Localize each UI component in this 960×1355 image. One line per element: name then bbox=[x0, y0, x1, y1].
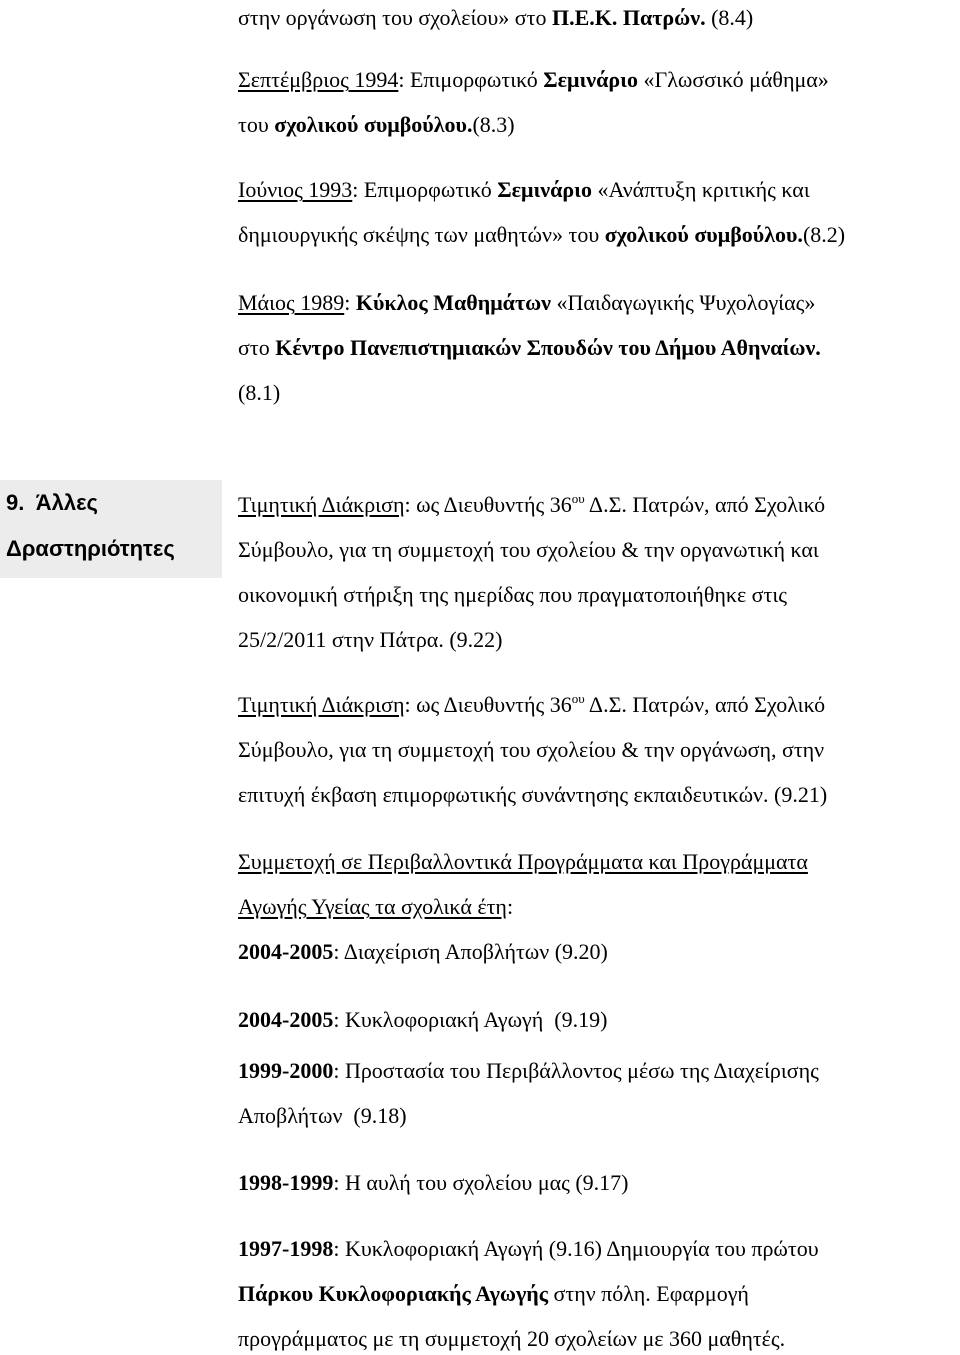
programs-heading-colon: : bbox=[506, 894, 514, 919]
seminar-8-3 bbox=[238, 65, 829, 140]
section-heading-line: Δραστηριότητες bbox=[6, 536, 175, 561]
seminar-type: Σεμινάριο bbox=[497, 177, 592, 202]
program-line bbox=[238, 1234, 819, 1264]
program-line bbox=[238, 1279, 819, 1309]
award-text: Δ.Σ. Πατρών, από Σχολικό bbox=[584, 692, 826, 717]
program-text: : Προστασία του Περιβάλλοντος μέσω της Διαχείρισης bbox=[333, 1058, 819, 1083]
seminar-text: στην οργάνωση του σχολείου» στο bbox=[238, 5, 552, 30]
award-line: 25/2/2011 στην Πάτρα. (9.22) bbox=[238, 627, 503, 652]
seminar-type: Σεμινάριο bbox=[543, 67, 638, 92]
program-line bbox=[238, 1168, 629, 1198]
programs-heading bbox=[238, 847, 808, 922]
program-text: : Διαχείριση Αποβλήτων (9.20) bbox=[333, 939, 608, 964]
program-line bbox=[238, 1324, 819, 1354]
seminar-venue: Π.Ε.Κ. Πατρών. bbox=[551, 5, 706, 30]
award-line: οικονομική στήριξη της ημερίδας που πραγματοποιήθηκε στις bbox=[238, 582, 788, 607]
seminar-organizer: Κέντρο Πανεπιστημιακών Σπουδών του Δήμου Αθηναίων. bbox=[275, 335, 821, 360]
award-line: Σύμβουλο, για τη συμμετοχή του σχολείου & την οργάνωση, στην bbox=[238, 737, 825, 762]
seminar-text: : Επιμορφωτικό bbox=[352, 177, 498, 202]
program-text: Αποβλήτων (9.18) bbox=[238, 1103, 407, 1128]
seminar-organizer: σχολικού συμβούλου. bbox=[274, 112, 473, 137]
seminar-text: στο bbox=[238, 335, 276, 360]
seminar-line bbox=[238, 175, 845, 205]
program-text: προγράμματος με τη συμμετοχή 20 σχολείων με 360 μαθητές. bbox=[238, 1326, 786, 1351]
program-item bbox=[238, 1056, 819, 1131]
seminar-ref: (8.2) bbox=[802, 222, 846, 247]
seminar-8-1 bbox=[238, 288, 821, 408]
award-text: Δ.Σ. Πατρών, από Σχολικό bbox=[584, 492, 826, 517]
award-line: επιτυχή έκβαση επιμορφωτικής συνάντησης εκπαιδευτικών. (9.21) bbox=[238, 782, 828, 807]
seminar-line bbox=[238, 333, 821, 363]
seminar-line bbox=[238, 65, 829, 95]
award-9-21 bbox=[238, 690, 827, 810]
ordinal-superscript: ου bbox=[571, 491, 585, 506]
program-years: 2004-2005 bbox=[238, 1007, 334, 1032]
program-text: στην πόλη. Εφαρμογή bbox=[548, 1281, 749, 1306]
ordinal-superscript: ου bbox=[571, 691, 585, 706]
program-item bbox=[238, 1005, 607, 1035]
seminar-8-2 bbox=[238, 175, 845, 250]
seminar-ref: (8.4) bbox=[705, 5, 754, 30]
seminar-line bbox=[238, 110, 829, 140]
program-line bbox=[238, 1005, 607, 1035]
section-9-heading bbox=[0, 480, 222, 578]
seminar-organizer: σχολικού συμβούλου. bbox=[604, 222, 803, 247]
program-years: 1997-1998 bbox=[238, 1236, 334, 1261]
award-line bbox=[238, 490, 825, 520]
award-line bbox=[238, 690, 827, 720]
seminar-text: δημιουργικής σκέψης των μαθητών» του bbox=[238, 222, 605, 247]
seminar-text: : Επιμορφωτικό bbox=[398, 67, 544, 92]
award-line: Σύμβουλο, για τη συμμετοχή του σχολείου & την οργανωτική και bbox=[238, 537, 819, 562]
seminar-ref: (8.3) bbox=[472, 112, 515, 137]
program-item bbox=[238, 937, 608, 967]
seminar-type: Κύκλος Μαθημάτων bbox=[355, 290, 551, 315]
seminar-date: Σεπτέμβριος 1994 bbox=[238, 67, 399, 92]
program-line bbox=[238, 1056, 819, 1086]
program-text: : Η αυλή του σχολείου μας (9.17) bbox=[333, 1170, 629, 1195]
award-title: Τιμητική Διάκριση bbox=[238, 492, 405, 517]
seminar-line bbox=[238, 220, 845, 250]
section-heading-line: 9. Άλλες bbox=[6, 490, 98, 515]
program-line bbox=[238, 1101, 819, 1131]
program-years: 2004-2005 bbox=[238, 939, 334, 964]
seminar-line bbox=[238, 3, 753, 33]
seminar-date: Ιούνιος 1993 bbox=[238, 177, 353, 202]
program-highlight: Πάρκου Κυκλοφοριακής Αγωγής bbox=[238, 1281, 549, 1306]
program-years: 1998-1999 bbox=[238, 1170, 334, 1195]
program-item bbox=[238, 1168, 629, 1198]
program-line bbox=[238, 937, 608, 967]
award-text: : ως Διευθυντής 36 bbox=[404, 492, 572, 517]
programs-heading-text: Αγωγής Υγείας τα σχολικά έτη bbox=[238, 894, 507, 919]
program-text: : Κυκλοφοριακή Αγωγή (9.19) bbox=[333, 1007, 608, 1032]
program-years: 1999-2000 bbox=[238, 1058, 334, 1083]
seminar-text: του bbox=[238, 112, 275, 137]
seminar-8-4 bbox=[238, 3, 753, 33]
seminar-title: «Παιδαγωγικής Ψυχολογίας» bbox=[551, 290, 816, 315]
program-item bbox=[238, 1234, 819, 1354]
seminar-text: : bbox=[344, 290, 356, 315]
programs-heading-line bbox=[238, 892, 808, 922]
program-text: : Κυκλοφοριακή Αγωγή (9.16) Δημιουργία του πρώτου bbox=[333, 1236, 819, 1261]
award-text: : ως Διευθυντής 36 bbox=[404, 692, 572, 717]
seminar-title: «Ανάπτυξη κριτικής και bbox=[591, 177, 810, 202]
seminar-line bbox=[238, 288, 821, 318]
programs-heading-text: Συμμετοχή σε Περιβαλλοντικά Προγράμματα και Προγράμματα bbox=[238, 849, 808, 874]
seminar-title: «Γλωσσικό μάθημα» bbox=[638, 67, 829, 92]
seminar-line bbox=[238, 378, 821, 408]
award-9-22 bbox=[238, 490, 825, 655]
seminar-ref: (8.1) bbox=[238, 380, 281, 405]
programs-heading-line bbox=[238, 847, 808, 877]
seminar-date: Μάιος 1989 bbox=[238, 290, 345, 315]
award-title: Τιμητική Διάκριση bbox=[238, 692, 405, 717]
